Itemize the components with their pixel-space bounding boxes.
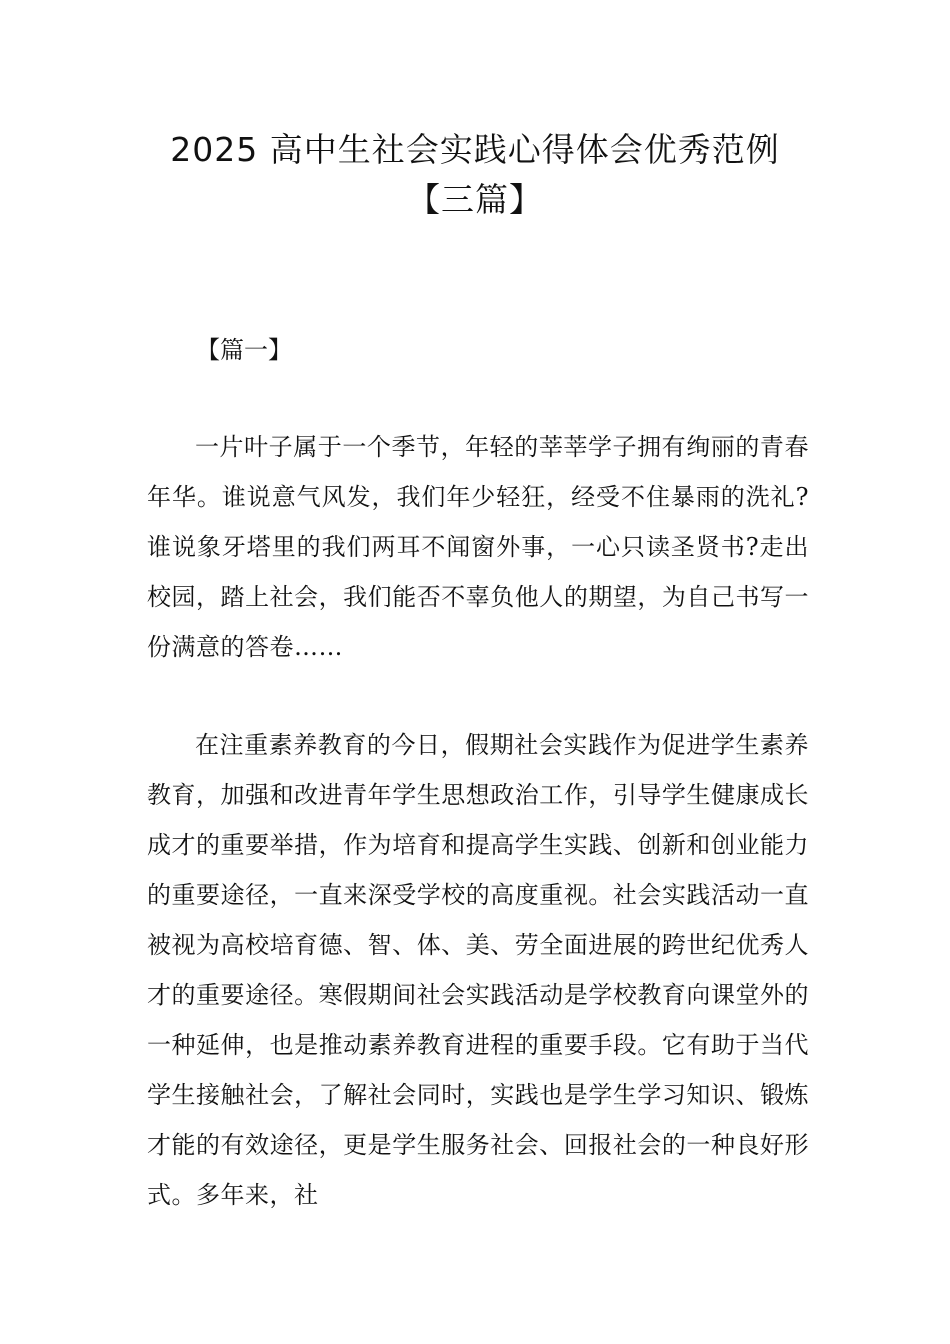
section-heading: 【篇一】 xyxy=(196,336,292,364)
body-paragraph: 一片叶子属于一个季节，年轻的莘莘学子拥有绚丽的青春年华。谁说意气风发，我们年少轻狂，经受不住暴雨的洗礼?谁说象牙塔里的我们两耳不闻窗外事，一心只读圣贤书?走出校园，踏上社会，我们能否不辜负他人的期望，为自己书写一份满意的答卷…… xyxy=(147,433,809,661)
document-title-line-2: 【三篇】 xyxy=(407,180,543,219)
document-title-line-1: 2025 高中生社会实践心得体会优秀范例 xyxy=(170,130,780,169)
body-paragraph: 在注重素养教育的今日，假期社会实践作为促进学生素养教育，加强和改进青年学生思想政治工作，引导学生健康成长成才的重要举措，作为培育和提高学生实践、创新和创业能力的重要途径，一直来深受学校的高度重视。社会实践活动一直被视为高校培育德、智、体、美、劳全面进展的跨世纪优秀人才的重要途径。寒假期间社会实践活动是学校教育向课堂外的一种延伸，也是推动素养教育进程的重要手段。它有助于当代学生接触社会，了解社会同时，实践也是学生学习知识、锻炼才能的有效途径，更是学生服务社会、回报社会的一种良好形式。多年来，社 xyxy=(147,731,809,1209)
